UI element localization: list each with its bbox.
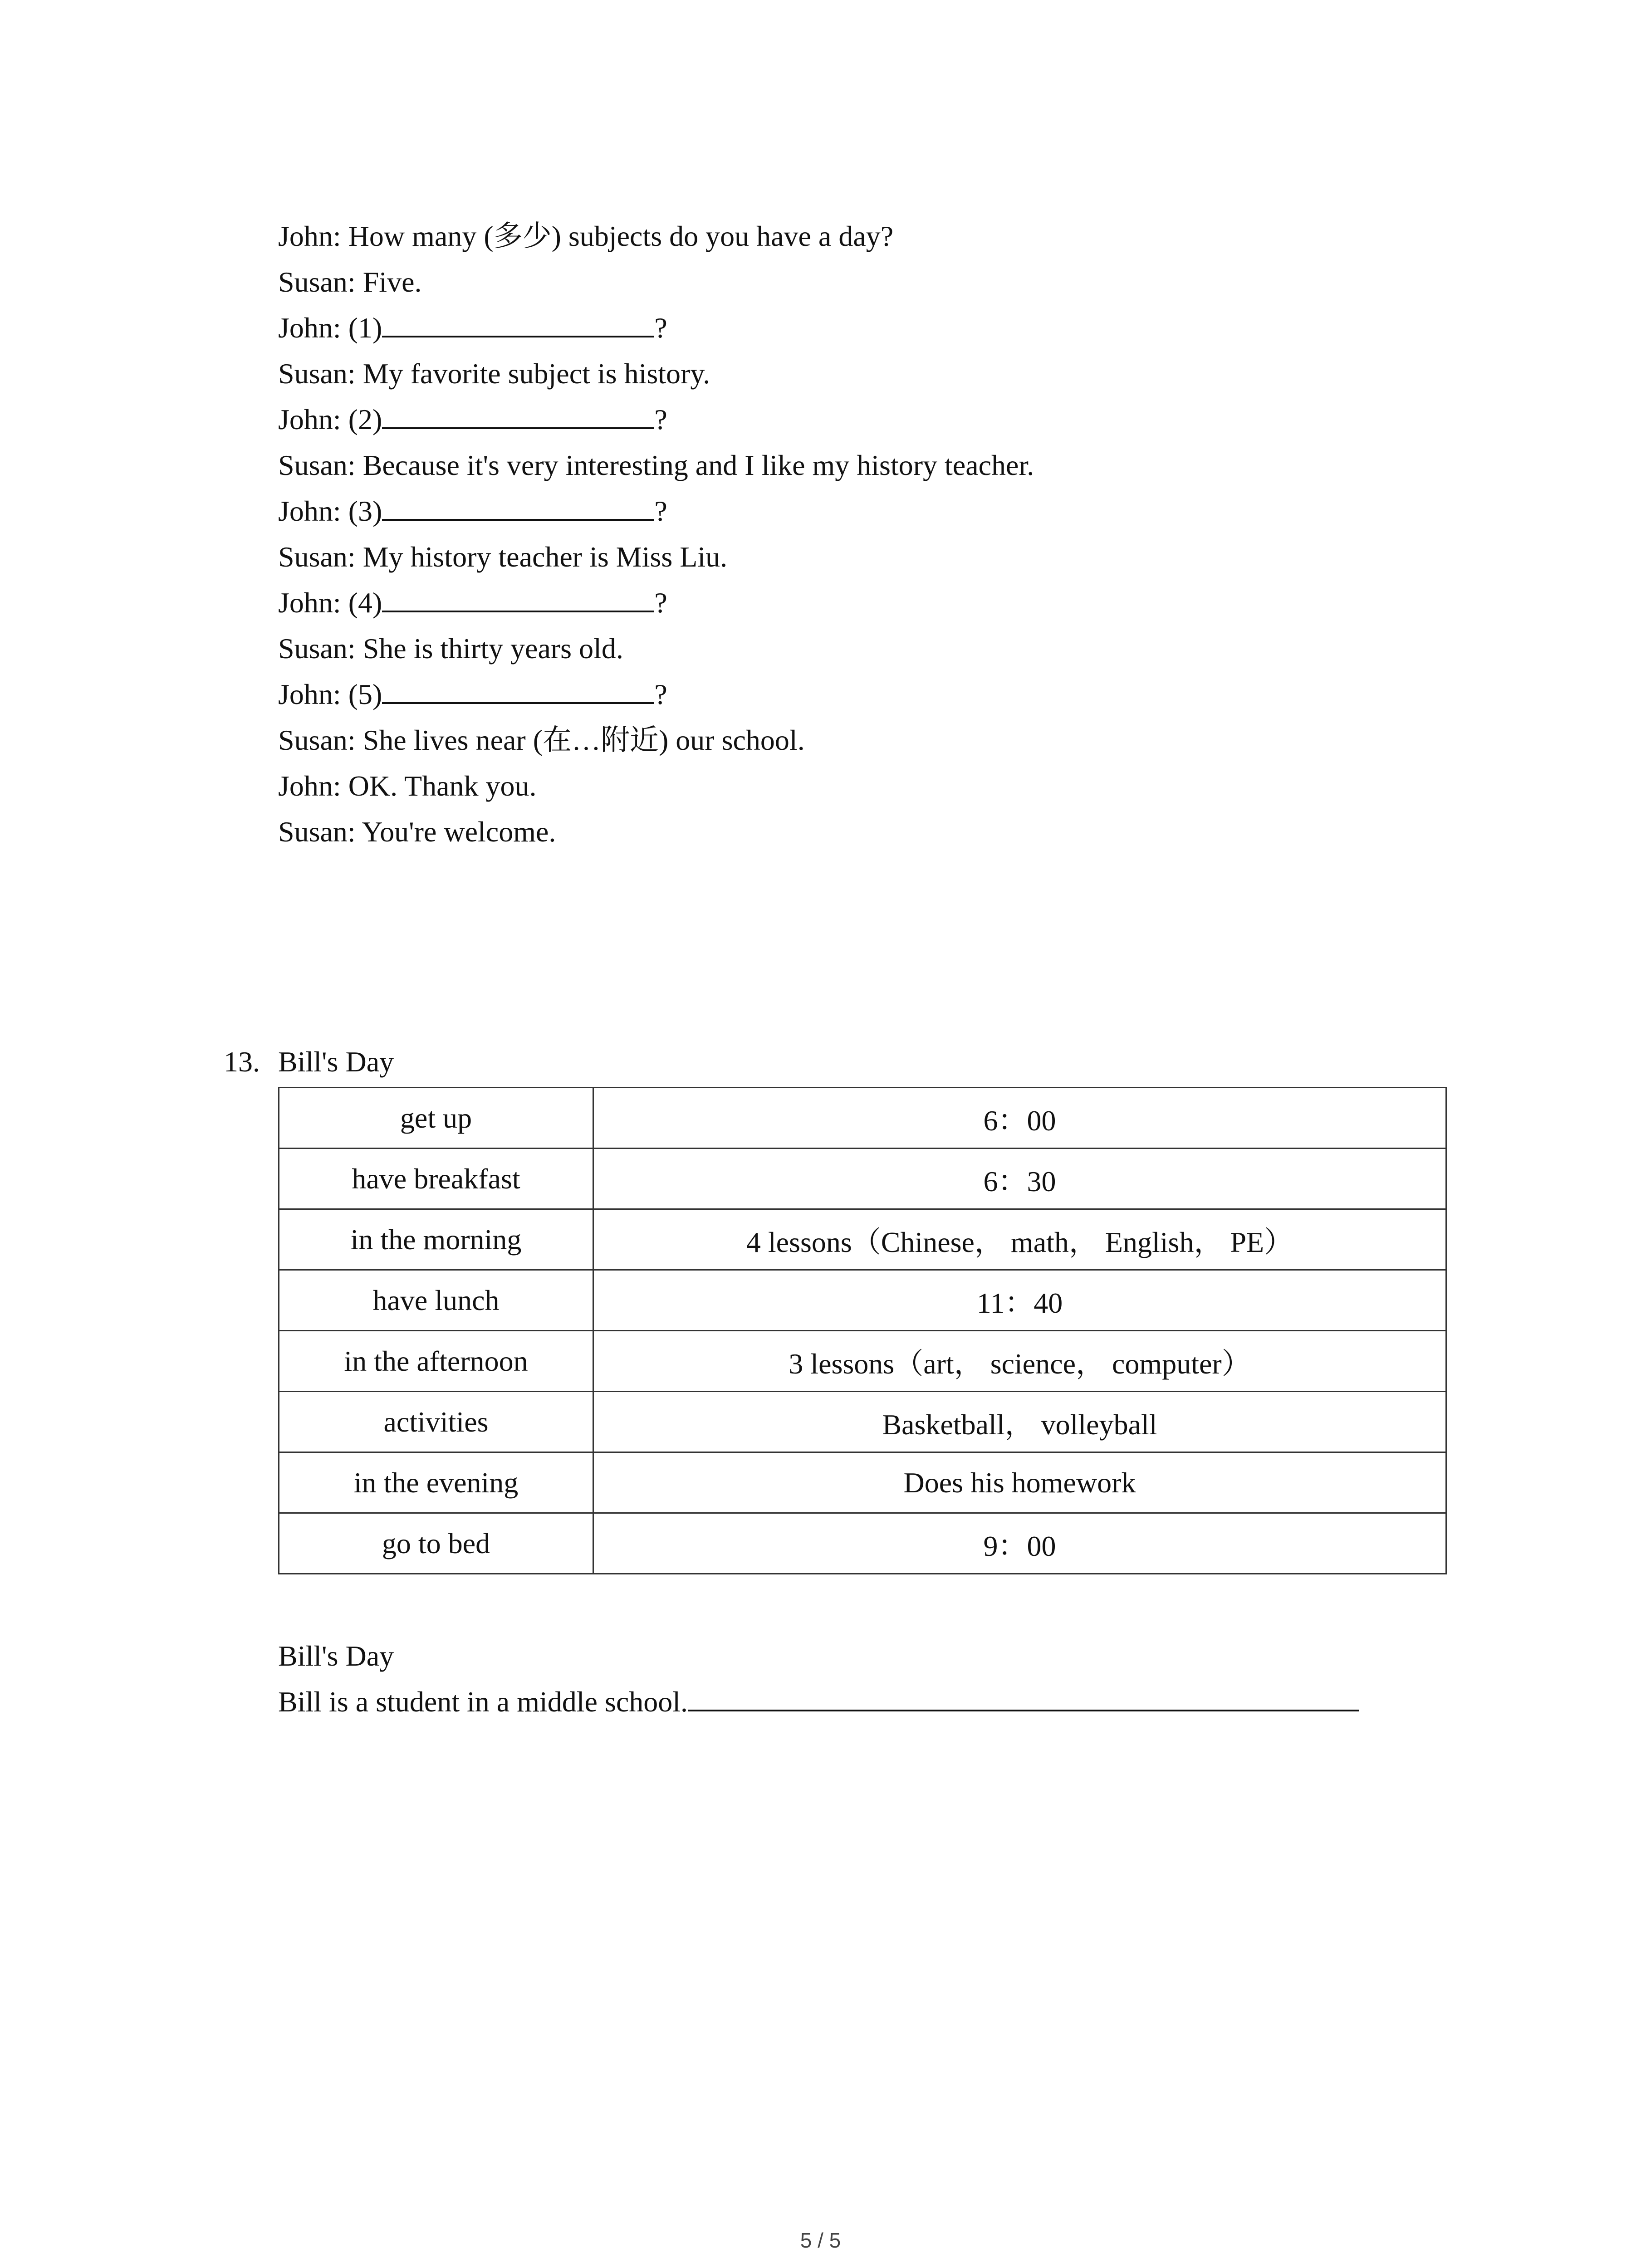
table-cell-value: 3 lessons（art， science， computer） xyxy=(593,1331,1446,1392)
dialogue-line xyxy=(278,534,1458,580)
dialogue-line xyxy=(278,442,1458,488)
table-cell-label: in the evening xyxy=(279,1452,593,1513)
table-row xyxy=(279,1513,1446,1574)
dialogue-prefix: John: (5) xyxy=(278,678,382,710)
essay-line xyxy=(278,1679,1458,1725)
dialogue-block xyxy=(278,213,1458,855)
dialogue-line-blank-1 xyxy=(278,305,1458,351)
table-cell-value: 6：00 xyxy=(593,1088,1446,1149)
dialogue-suffix: ? xyxy=(654,403,667,435)
table-cell-value: 9：00 xyxy=(593,1513,1446,1574)
dialogue-prefix: John: (2) xyxy=(278,403,382,435)
dialogue-line-blank-2 xyxy=(278,396,1458,442)
answer-blank-2[interactable] xyxy=(382,401,654,429)
question-13 xyxy=(224,1039,1449,1085)
table-row xyxy=(279,1088,1446,1149)
dialogue-line-blank-5 xyxy=(278,671,1458,717)
answer-blank-5[interactable] xyxy=(382,676,654,704)
answer-blank-3[interactable] xyxy=(382,493,654,521)
dialogue-text: John: How many (多少) subjects do you have a day? xyxy=(278,220,894,252)
answer-blank-1[interactable] xyxy=(382,309,654,337)
table-row xyxy=(279,1209,1446,1270)
dialogue-text: Susan: She lives near (在…附近) our school. xyxy=(278,724,805,756)
dialogue-line xyxy=(278,213,1458,259)
essay-title: Bill's Day xyxy=(278,1640,394,1672)
table-cell-label: have breakfast xyxy=(279,1149,593,1209)
essay-start-text: Bill is a student in a middle school. xyxy=(278,1686,688,1718)
table-cell-value: 6：30 xyxy=(593,1149,1446,1209)
page-indicator: 5 / 5 xyxy=(800,2229,841,2252)
answer-blank-4[interactable] xyxy=(382,584,654,612)
essay-block xyxy=(278,1633,1458,1725)
dialogue-text: Susan: Because it's very interesting and I like my history teacher. xyxy=(278,449,1034,481)
dialogue-line xyxy=(278,259,1458,305)
question-number: 13. xyxy=(224,1046,260,1078)
dialogue-line-blank-4 xyxy=(278,580,1458,626)
dialogue-suffix: ? xyxy=(654,312,667,344)
table-cell-label: get up xyxy=(279,1088,593,1149)
table-row xyxy=(279,1270,1446,1331)
dialogue-line xyxy=(278,763,1458,809)
table-cell-value: Does his homework xyxy=(593,1452,1446,1513)
dialogue-suffix: ? xyxy=(654,678,667,710)
dialogue-text: Susan: Five. xyxy=(278,266,422,298)
table-cell-label: go to bed xyxy=(279,1513,593,1574)
dialogue-line xyxy=(278,809,1458,855)
question-13-heading xyxy=(224,1039,1449,1085)
dialogue-line-blank-3 xyxy=(278,488,1458,534)
dialogue-text: Susan: My favorite subject is history. xyxy=(278,357,710,390)
table-row xyxy=(279,1452,1446,1513)
table-cell-label: in the afternoon xyxy=(279,1331,593,1392)
question-title: Bill's Day xyxy=(278,1046,394,1078)
dialogue-text: Susan: You're welcome. xyxy=(278,816,556,848)
dialogue-text: John: OK. Thank you. xyxy=(278,770,537,802)
table-row xyxy=(279,1149,1446,1209)
table-cell-label: in the morning xyxy=(279,1209,593,1270)
dialogue-prefix: John: (1) xyxy=(278,312,382,344)
table-cell-value: 11：40 xyxy=(593,1270,1446,1331)
table-cell-label: activities xyxy=(279,1392,593,1452)
schedule-table xyxy=(278,1087,1447,1574)
dialogue-suffix: ? xyxy=(654,587,667,619)
dialogue-text: Susan: My history teacher is Miss Liu. xyxy=(278,541,728,573)
dialogue-line xyxy=(278,626,1458,671)
table-cell-value: 4 lessons（Chinese， math， English， PE） xyxy=(593,1209,1446,1270)
dialogue-prefix: John: (3) xyxy=(278,495,382,527)
essay-answer-blank[interactable] xyxy=(688,1683,1359,1711)
dialogue-line xyxy=(278,717,1458,763)
dialogue-line xyxy=(278,351,1458,396)
table-row xyxy=(279,1331,1446,1392)
table-cell-label: have lunch xyxy=(279,1270,593,1331)
table-row xyxy=(279,1392,1446,1452)
dialogue-suffix: ? xyxy=(654,495,667,527)
dialogue-text: Susan: She is thirty years old. xyxy=(278,632,623,665)
table-cell-value: Basketball， volleyball xyxy=(593,1392,1446,1452)
dialogue-prefix: John: (4) xyxy=(278,587,382,619)
